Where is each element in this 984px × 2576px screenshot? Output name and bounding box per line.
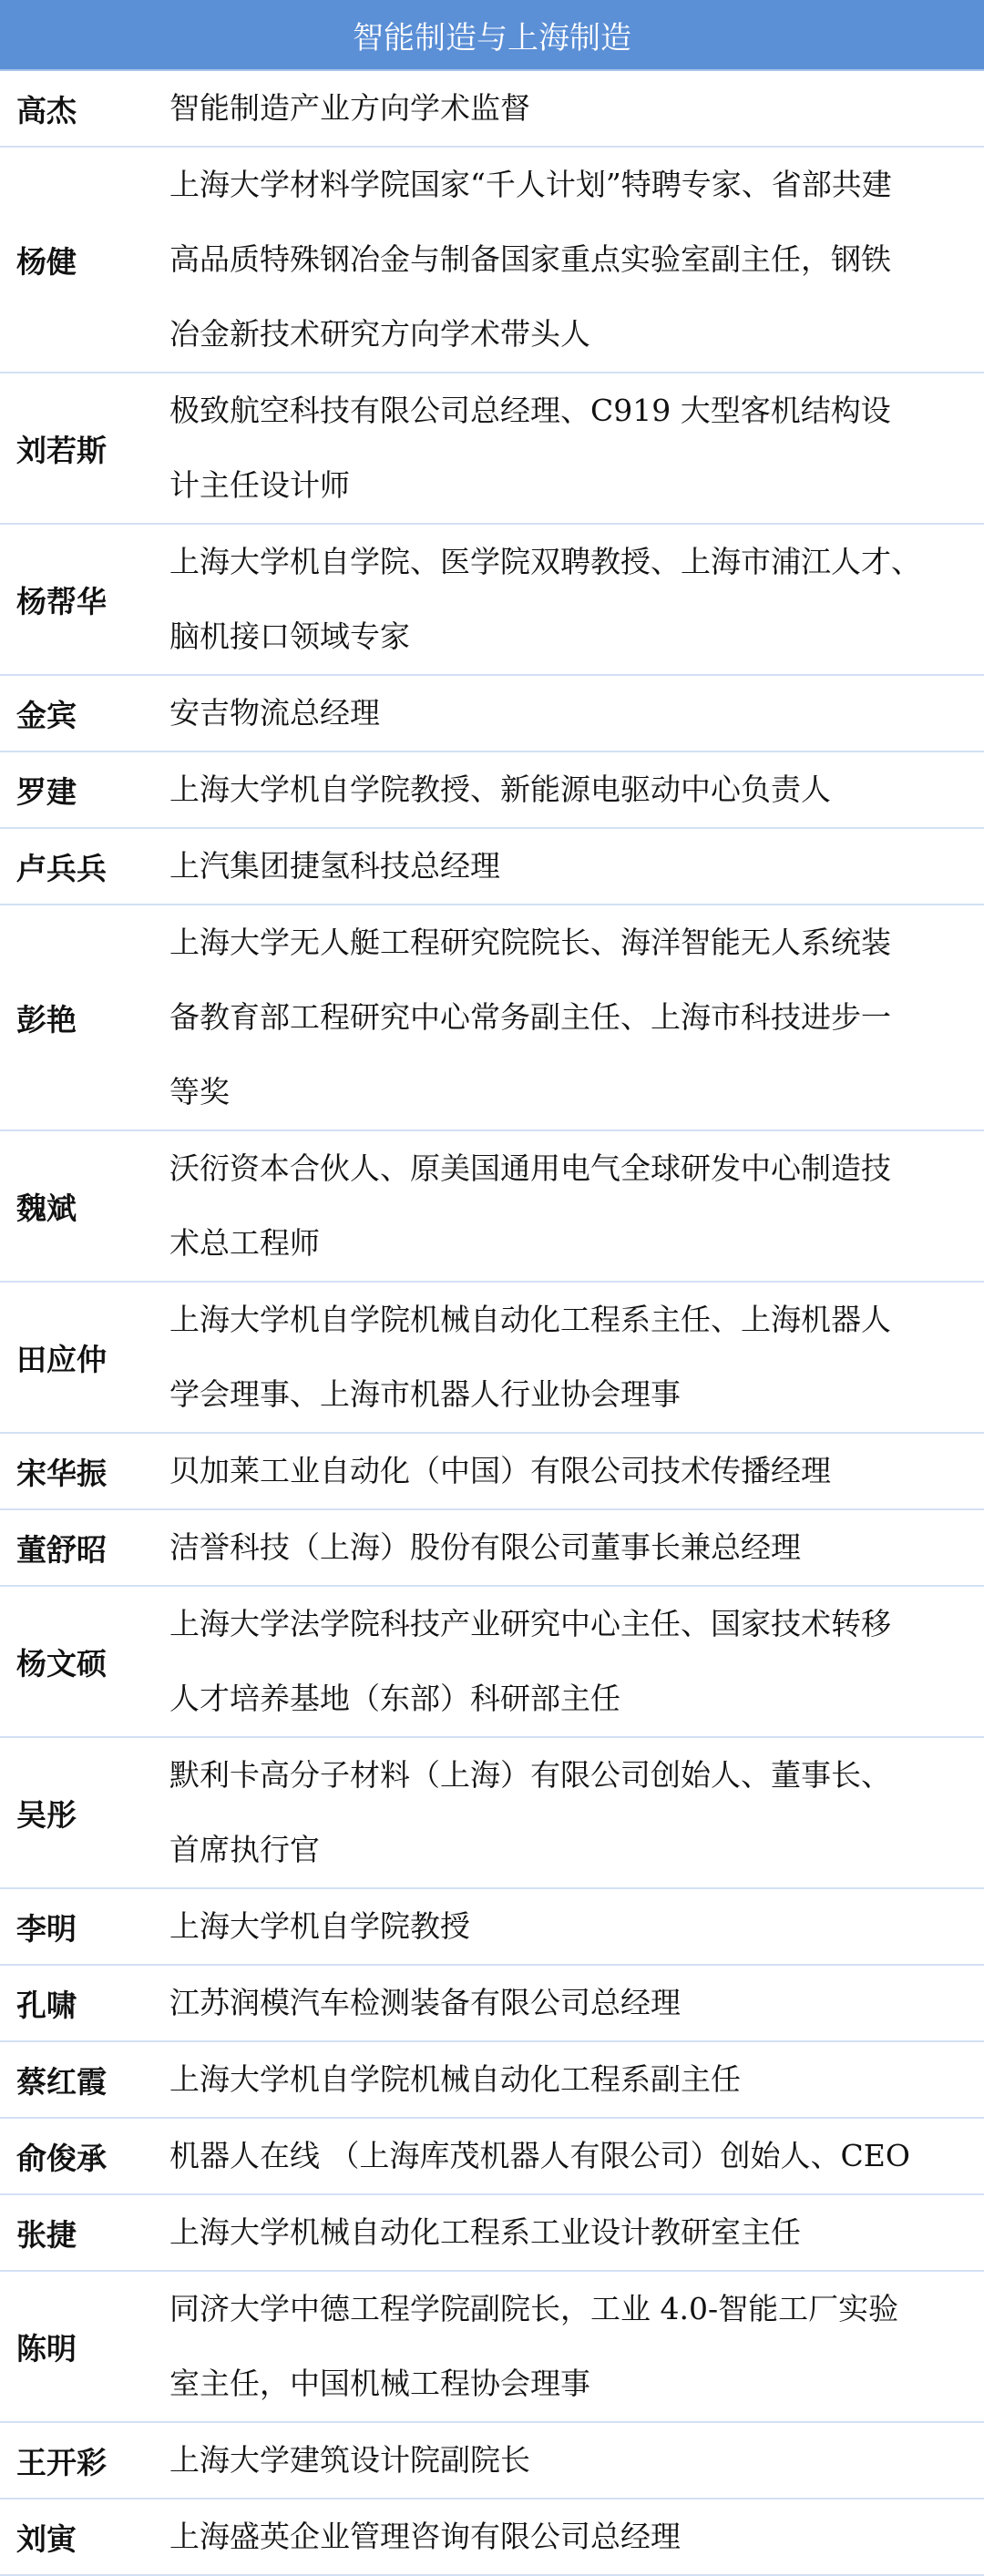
table-row (0, 71, 984, 148)
description-line: 上海大学机自学院机械自动化工程系副主任 (169, 2061, 741, 2097)
person-description (169, 2272, 984, 2421)
table-row (0, 525, 984, 676)
table-row (0, 1889, 984, 1966)
person-description (169, 676, 984, 751)
table-row (0, 2042, 984, 2119)
description-line: 沃衍资本合伙人、原美国通用电气全球研发中心制造技 (169, 1150, 891, 1186)
description-line: 首席执行官 (169, 1832, 320, 1867)
person-description (169, 1966, 984, 2040)
person-name: 杨健 (16, 243, 77, 280)
description-line: 默利卡高分子材料（上海）有限公司创始人、董事长、 (169, 1757, 891, 1793)
person-description (169, 905, 984, 1130)
person-name: 王开彩 (16, 2444, 107, 2480)
expert-table (0, 71, 984, 2576)
table-row (0, 905, 984, 1131)
description-line: 备教育部工程研究中心常务副主任、上海市科技进步一 (169, 999, 891, 1035)
person-name: 吴彤 (16, 1796, 77, 1833)
description-line: 学会理事、上海市机器人行业协会理事 (169, 1376, 681, 1412)
description-line: 上海盛英企业管理咨询有限公司总经理 (169, 2519, 681, 2554)
person-description (169, 2499, 984, 2574)
description-line: 上海大学材料学院国家“千人计划”特聘专家、省部共建 (169, 167, 892, 202)
person-name: 李明 (16, 1910, 77, 1947)
person-description (169, 1587, 984, 1736)
person-name: 蔡红霞 (16, 2063, 107, 2100)
description-line: 高品质特殊钢冶金与制备国家重点实验室副主任，钢铁 (169, 241, 891, 277)
person-description (169, 1738, 984, 1887)
person-description (169, 1131, 984, 1281)
table-row (0, 2119, 984, 2195)
description-line: 上海大学机械自动化工程系工业设计教研室主任 (169, 2214, 801, 2250)
person-name: 张捷 (16, 2216, 77, 2253)
table-row (0, 829, 984, 905)
table-row (0, 2499, 984, 2576)
person-description (169, 1283, 984, 1432)
person-name: 刘寅 (16, 2520, 77, 2557)
description-line: 上汽集团捷氢科技总经理 (169, 848, 500, 884)
person-name: 彭艳 (16, 1001, 77, 1038)
person-name: 陈明 (16, 2330, 77, 2366)
table-row (0, 373, 984, 525)
table-row (0, 2423, 984, 2499)
description-line: 上海大学机自学院、医学院双聘教授、上海市浦江人才、 (169, 544, 921, 579)
description-line: 安吉物流总经理 (169, 695, 380, 731)
person-description (169, 2119, 984, 2193)
description-line: 洁誉科技（上海）股份有限公司董事长兼总经理 (169, 1529, 801, 1565)
description-line: 上海大学建筑设计院副院长 (169, 2442, 530, 2478)
table-row (0, 1510, 984, 1587)
table-row (0, 676, 984, 752)
person-name: 高杰 (16, 92, 77, 128)
table-row (0, 148, 984, 373)
person-description (169, 525, 984, 674)
description-line: 计主任设计师 (169, 467, 350, 503)
person-name: 杨文硕 (16, 1645, 107, 1682)
table-row (0, 1434, 984, 1510)
person-name: 孔啸 (16, 1987, 77, 2023)
person-description (169, 829, 984, 904)
description-line: 江苏润模汽车检测装备有限公司总经理 (169, 1985, 681, 2020)
person-name: 杨帮华 (16, 583, 107, 619)
person-description (169, 1889, 984, 1964)
description-line: 上海大学机自学院教授、新能源电驱动中心负责人 (169, 772, 831, 807)
person-name: 董舒昭 (16, 1531, 107, 1568)
table-row (0, 752, 984, 829)
person-description (169, 148, 984, 372)
table-header (0, 0, 984, 71)
table-row (0, 1966, 984, 2042)
table-row (0, 1738, 984, 1889)
person-description (169, 1434, 984, 1508)
table-row (0, 1587, 984, 1738)
person-description (169, 71, 984, 146)
description-line: 等奖 (169, 1074, 230, 1109)
person-name: 俞俊承 (16, 2140, 107, 2176)
table-row (0, 2272, 984, 2423)
person-description (169, 1510, 984, 1585)
person-description (169, 752, 984, 827)
person-name: 罗建 (16, 773, 77, 810)
table-row (0, 2195, 984, 2272)
description-line: 脑机接口领域专家 (169, 618, 410, 654)
description-line: 术总工程师 (169, 1225, 320, 1261)
table-row (0, 1131, 984, 1283)
person-name: 金宾 (16, 697, 77, 733)
description-line: 极致航空科技有限公司总经理、C919 大型客机结构设 (169, 393, 891, 428)
description-line: 冶金新技术研究方向学术带头人 (169, 316, 590, 352)
person-name: 魏斌 (16, 1190, 77, 1226)
description-line: 上海大学法学院科技产业研究中心主任、国家技术转移 (169, 1606, 891, 1641)
description-line: 同济大学中德工程学院副院长，工业 4.0-智能工厂实验 (169, 2291, 899, 2326)
person-name: 刘若斯 (16, 432, 107, 468)
table-row (0, 1283, 984, 1434)
description-line: 智能制造产业方向学术监督 (169, 90, 530, 126)
person-name: 卢兵兵 (16, 850, 107, 886)
description-line: 贝加莱工业自动化（中国）有限公司技术传播经理 (169, 1453, 831, 1488)
description-line: 人才培养基地（东部）科研部主任 (169, 1681, 620, 1716)
description-line: 上海大学机自学院机械自动化工程系主任、上海机器人 (169, 1302, 891, 1337)
person-description (169, 2195, 984, 2270)
description-line: 上海大学机自学院教授 (169, 1908, 470, 1944)
table-title: 智能制造与上海制造 (353, 19, 631, 56)
description-line: 室主任，中国机械工程协会理事 (169, 2366, 590, 2401)
person-description (169, 2042, 984, 2117)
person-description (169, 2423, 984, 2498)
description-line: 机器人在线 （上海库茂机器人有限公司）创始人、CEO (169, 2138, 910, 2173)
person-description (169, 373, 984, 523)
person-name: 田应仲 (16, 1341, 107, 1377)
description-line: 上海大学无人艇工程研究院院长、海洋智能无人系统装 (169, 925, 891, 960)
person-name: 宋华振 (16, 1455, 107, 1491)
